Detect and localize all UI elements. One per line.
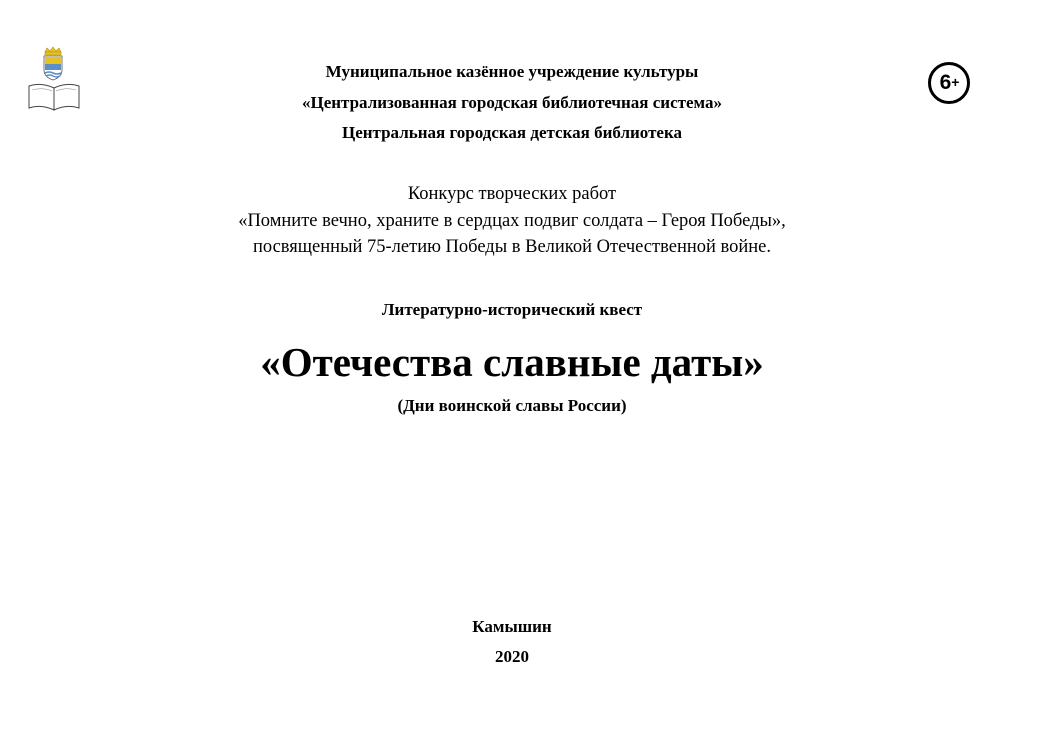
age-rating-number: 6 <box>939 71 951 94</box>
org-line-1: Муниципальное казённое учреждение культуры <box>325 62 699 81</box>
contest-line-1: Конкурс творческих работ <box>407 184 617 204</box>
event-genre: Литературно-исторический квест <box>381 300 643 319</box>
contest-line-3: посвященный 75-летию Победы в Великой Отечественной войне. <box>252 237 772 257</box>
event-note: (Дни воинской славы России) <box>397 396 627 415</box>
org-line-3: Центральная городская детская библиотека <box>341 123 683 142</box>
org-line-2: «Централизованная городская библиотечная система» <box>301 93 722 112</box>
age-rating-plus: + <box>951 74 959 90</box>
footer-city: Камышин <box>472 617 552 636</box>
contest-line-2: «Помните вечно, храните в сердцах подвиг солдата – Героя Победы», <box>238 211 786 231</box>
footer-year: 2020 <box>495 647 529 666</box>
page-title: «Отечества славные даты» <box>260 339 764 385</box>
